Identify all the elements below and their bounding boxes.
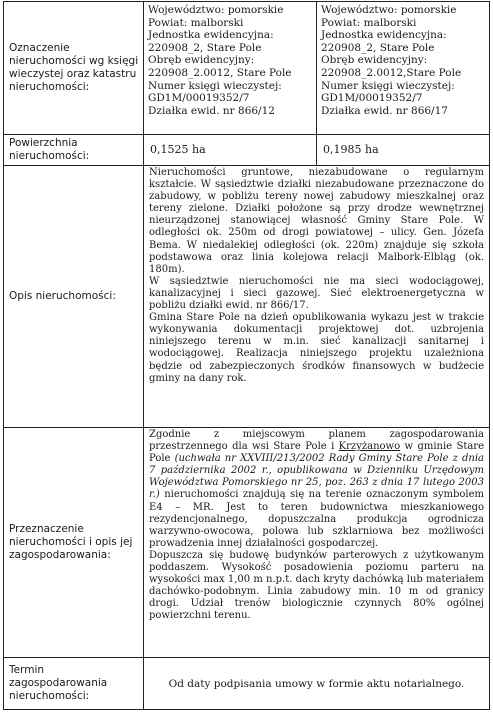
purpose-label: Przeznaczenie nieruchomości i opis jej zagospodarowania: bbox=[4, 428, 144, 658]
designation-left-cell bbox=[144, 2, 317, 135]
description-paragraph-1: Nieruchomości gruntowe, niezabudowane o regularnym kształcie. W sąsiedztwie działki niezabudowane przeznaczone do zabudowy, w pobliżu tereny nowej zabudowy mieszkalnej oraz tereny zielone. Działki położone są przy drodze wewnętrznej nieurządzonej stanowiącej własność Gminy Stare Pole. W odległości ok. 250m od drogi powiatowej – ulicy. Gen. Józefa Bema. W niedalekiej odległości (ok. 220m) znajduje się szkoła podstawowa oraz linia kolejowa relacji Malbork-Elbląg (ok. 180m). bbox=[149, 167, 484, 275]
term-label: Termin zagospodarowania nieruchomości: bbox=[4, 658, 144, 710]
purpose-row bbox=[4, 428, 490, 658]
land-register-number: GD1M/00019352/7 bbox=[148, 92, 250, 105]
area-right-value: 0,1985 ha bbox=[317, 135, 490, 166]
plan-intro: Zgodnie z miejscowym planem zagospodarowania przestrzennego dla wsi Stare Pole i bbox=[149, 429, 484, 453]
precinct-heading: Obręb ewidencyjny: bbox=[148, 54, 255, 67]
designation-label: Oznaczenie nieruchomości wg księgi wieczystej oraz katastru nieruchomości: bbox=[4, 2, 144, 135]
property-table bbox=[3, 1, 490, 710]
zoning-text: nieruchomości znajdują się na terenie oznaczonym symbolem E4 – MR. Jest to teren budownictwa mieszkaniowego rezydencjonalnego, dopuszczalna produkcja ogrodnicza warzywno-owocowa, polowa lub szklarniowa bez możliwości prowadzenia innej działalności gospodarczej. bbox=[149, 489, 484, 549]
land-register-number: GD1M/00019352/7 bbox=[321, 92, 423, 105]
land-register-heading: Numer księgi wieczystej: bbox=[321, 79, 455, 92]
purpose-paragraph-2: Dopuszcza się budowę budynków parterowych z użytkowanym poddaszem. Wysokość posadowienia poziomu parteru na wysokości max 1,00 m n.p.t. dach kryty dachówką lub materiałem dachówko-podobnym. Linia zabudowy min. 10 m od granicy drogi. Udział trenów biologicznie czynnych 80% ogólnej powierzchni terenu. bbox=[149, 549, 484, 622]
description-label: Opis nieruchomości: bbox=[4, 166, 144, 428]
district-text: Powiat: malborski bbox=[321, 16, 417, 29]
designation-row bbox=[4, 2, 490, 135]
unit-value: 220908_2, Stare Pole bbox=[148, 41, 262, 54]
designation-right-cell bbox=[317, 2, 490, 135]
unit-heading: Jednostka ewidencyjna: bbox=[321, 29, 447, 42]
voivodeship-text: Województwo: pomorskie bbox=[148, 4, 284, 16]
gmina-text: w gminie Stare Pole bbox=[149, 441, 485, 465]
description-paragraph-2: W sąsiedztwie nieruchomości nie ma sieci wodociągowej, kanalizacyjnej i sieci gazowej. Sieć elektroenergetyczna w pobliżu działki ewid. nr 866/17. bbox=[149, 275, 484, 312]
term-value: Od daty podpisania umowy w formie aktu notarialnego. bbox=[144, 658, 490, 710]
area-row bbox=[4, 135, 490, 166]
term-row bbox=[4, 658, 490, 710]
unit-heading: Jednostka ewidencyjna: bbox=[148, 29, 274, 42]
precinct-value: 220908_2.0012,Stare Pole bbox=[321, 66, 462, 79]
purpose-paragraph-1 bbox=[149, 429, 484, 550]
area-left-value: 0,1525 ha bbox=[144, 135, 317, 166]
village-name: Krzyżanowo bbox=[338, 441, 401, 453]
voivodeship-text: Województwo: pomorskie bbox=[321, 4, 457, 16]
precinct-heading: Obręb ewidencyjny: bbox=[321, 54, 428, 67]
purpose-text bbox=[144, 428, 490, 658]
plot-number: Działka ewid. nr 866/17 bbox=[321, 104, 448, 117]
description-text bbox=[144, 166, 490, 428]
resolution-citation: (uchwała nr XXVIII/213/2002 Rady Gminy Stare Pole z dnia 7 października 2002 r., opublikowana w Dzienniku Urzędowym Województwa Pomorskiego nr 25, poz. 263 z dnia 17 lutego 2003 r.) bbox=[149, 453, 485, 501]
district-text: Powiat: malborski bbox=[148, 16, 244, 29]
land-register-heading: Numer księgi wieczystej: bbox=[148, 79, 282, 92]
plot-number: Działka ewid. nr 866/12 bbox=[148, 104, 275, 117]
unit-value: 220908_2, Stare Pole bbox=[321, 41, 435, 54]
precinct-value: 220908_2.0012, Stare Pole bbox=[148, 66, 292, 79]
description-paragraph-3: Gmina Stare Pole na dzień opublikowania wykazu jest w trakcie wykonywania dokumentacji projektowej dot. uzbrojenia niniejszego terenu w m.in. sieć kanalizacji sanitarnej i wodociągowej. Realizacja niniejszego projektu uzależniona będzie od zabezpieczonych środków finansowych w budżecie gminy na dany rok. bbox=[149, 312, 484, 384]
area-label: Powierzchnia nieruchomości: bbox=[4, 135, 144, 166]
description-row bbox=[4, 166, 490, 428]
